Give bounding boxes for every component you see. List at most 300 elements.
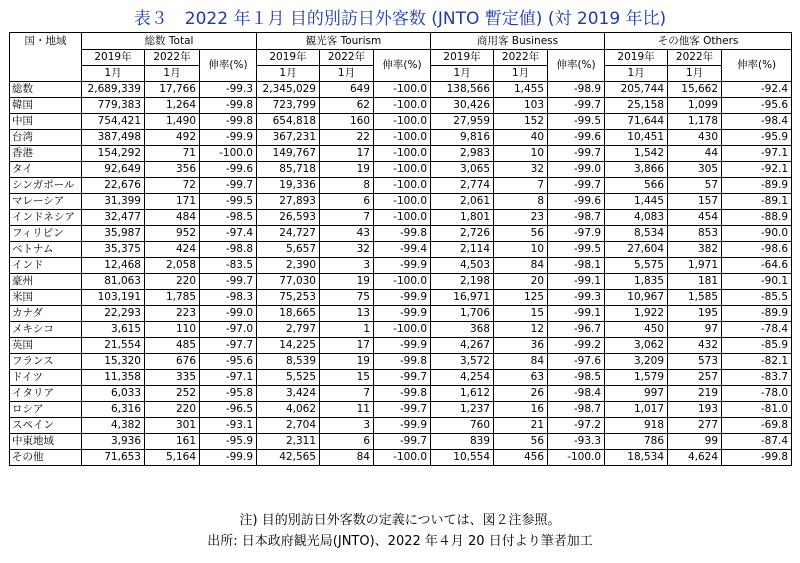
value-cell: 15 [494, 306, 548, 322]
value-cell: 839 [431, 434, 494, 450]
value-cell: -99.0 [548, 162, 605, 178]
value-cell: -98.5 [200, 210, 257, 226]
footnote: 注) 目的別訪日外客数の定義については、図２注参照。 [239, 513, 561, 528]
value-cell: -99.9 [374, 418, 431, 434]
month-header: 1月 [605, 66, 668, 82]
value-cell: 2,726 [431, 226, 494, 242]
value-cell: -64.6 [722, 258, 792, 274]
value-cell: 3,062 [605, 338, 668, 354]
region-cell: メキシコ [10, 322, 82, 338]
value-cell: 1,237 [431, 402, 494, 418]
value-cell: 853 [668, 226, 722, 242]
value-cell: 7 [494, 178, 548, 194]
value-cell: 1,490 [145, 114, 200, 130]
region-cell: 中国 [10, 114, 82, 130]
value-cell: -100.0 [374, 162, 431, 178]
value-cell: -89.1 [722, 194, 792, 210]
table-header [10, 33, 792, 82]
value-cell: 566 [605, 178, 668, 194]
value-cell: -99.7 [548, 178, 605, 194]
value-cell: 2,345,029 [257, 82, 320, 98]
value-cell: 492 [145, 130, 200, 146]
value-cell: 14,225 [257, 338, 320, 354]
region-cell: ロシア [10, 402, 82, 418]
value-cell: -89.9 [722, 306, 792, 322]
value-cell: 27,959 [431, 114, 494, 130]
value-cell: 103 [494, 98, 548, 114]
value-cell: 205,744 [605, 82, 668, 98]
region-cell: 韓国 [10, 98, 82, 114]
value-cell: 4,267 [431, 338, 494, 354]
group-header-total: 総数 Total [82, 33, 257, 50]
region-cell: 台湾 [10, 130, 82, 146]
value-cell: -97.4 [200, 226, 257, 242]
value-cell: 219 [668, 386, 722, 402]
value-cell: -99.7 [200, 178, 257, 194]
value-cell: 85,718 [257, 162, 320, 178]
value-cell: -90.1 [722, 274, 792, 290]
region-cell: その他 [10, 450, 82, 466]
region-cell: 香港 [10, 146, 82, 162]
value-cell: 2,797 [257, 322, 320, 338]
table-row [10, 242, 792, 258]
value-cell: -99.5 [548, 242, 605, 258]
value-cell: -99.8 [374, 226, 431, 242]
value-cell: 32 [494, 162, 548, 178]
growth-header: 伸率(%) [200, 50, 257, 82]
region-cell: 総数 [10, 82, 82, 98]
value-cell: 110 [145, 322, 200, 338]
value-cell: -99.2 [548, 338, 605, 354]
value-cell: 20 [494, 274, 548, 290]
group-header-others: その他客 Others [605, 33, 792, 50]
value-cell: -99.4 [374, 242, 431, 258]
value-cell: 8 [320, 178, 374, 194]
value-cell: -99.8 [200, 98, 257, 114]
value-cell: 84 [494, 354, 548, 370]
value-cell: 22,676 [82, 178, 145, 194]
value-cell: 75,253 [257, 290, 320, 306]
value-cell: 26,593 [257, 210, 320, 226]
value-cell: 1,579 [605, 370, 668, 386]
page-title: 表３ 2022 年１月 目的別訪日外客数 (JNTO 暫定値) (対 2019 年比) [133, 9, 667, 29]
value-cell: -99.3 [200, 82, 257, 98]
value-cell: 97 [668, 322, 722, 338]
value-cell: 72 [145, 178, 200, 194]
value-cell: -78.4 [722, 322, 792, 338]
region-cell: スペイン [10, 418, 82, 434]
value-cell: 382 [668, 242, 722, 258]
region-cell: 米国 [10, 290, 82, 306]
table-row [10, 82, 792, 98]
value-cell: 779,383 [82, 98, 145, 114]
value-cell: -99.8 [374, 354, 431, 370]
value-cell: -83.7 [722, 370, 792, 386]
value-cell: -93.3 [548, 434, 605, 450]
region-cell: マレーシア [10, 194, 82, 210]
value-cell: 75 [320, 290, 374, 306]
region-cell: カナダ [10, 306, 82, 322]
table-row [10, 98, 792, 114]
value-cell: -97.0 [200, 322, 257, 338]
value-cell: 3,866 [605, 162, 668, 178]
value-cell: -92.1 [722, 162, 792, 178]
value-cell: -96.7 [548, 322, 605, 338]
value-cell: 25,158 [605, 98, 668, 114]
value-cell: -89.9 [722, 178, 792, 194]
value-cell: 15,320 [82, 354, 145, 370]
value-cell: 10 [494, 242, 548, 258]
value-cell: 430 [668, 130, 722, 146]
value-cell: 335 [145, 370, 200, 386]
table-row [10, 114, 792, 130]
value-cell: -100.0 [374, 322, 431, 338]
value-cell: -100.0 [374, 194, 431, 210]
value-cell: 3,615 [82, 322, 145, 338]
value-cell: -98.5 [548, 370, 605, 386]
value-cell: -95.9 [722, 130, 792, 146]
region-cell: ドイツ [10, 370, 82, 386]
value-cell: 13 [320, 306, 374, 322]
value-cell: 12,468 [82, 258, 145, 274]
value-cell: 1,585 [668, 290, 722, 306]
value-cell: 2,114 [431, 242, 494, 258]
region-cell: タイ [10, 162, 82, 178]
value-cell: 754,421 [82, 114, 145, 130]
value-cell: 997 [605, 386, 668, 402]
year-2019-header: 2019年 [431, 50, 494, 66]
value-cell: -99.6 [548, 130, 605, 146]
value-cell: 22,293 [82, 306, 145, 322]
value-cell: -99.9 [374, 258, 431, 274]
table-body [10, 82, 792, 466]
value-cell: 3,209 [605, 354, 668, 370]
value-cell: 160 [320, 114, 374, 130]
value-cell: -97.6 [548, 354, 605, 370]
value-cell: -99.9 [200, 130, 257, 146]
value-cell: 5,575 [605, 258, 668, 274]
value-cell: -100.0 [374, 146, 431, 162]
value-cell: -99.6 [200, 162, 257, 178]
value-cell: -97.2 [548, 418, 605, 434]
value-cell: 367,231 [257, 130, 320, 146]
value-cell: -100.0 [374, 130, 431, 146]
region-cell: シンガポール [10, 178, 82, 194]
value-cell: 2,689,339 [82, 82, 145, 98]
value-cell: 257 [668, 370, 722, 386]
value-cell: 77,030 [257, 274, 320, 290]
value-cell: 21 [494, 418, 548, 434]
value-cell: 918 [605, 418, 668, 434]
table-row [10, 418, 792, 434]
value-cell: -98.7 [548, 210, 605, 226]
value-cell: 3,065 [431, 162, 494, 178]
value-cell: 424 [145, 242, 200, 258]
value-cell: 15 [320, 370, 374, 386]
value-cell: 723,799 [257, 98, 320, 114]
value-cell: -100.0 [374, 210, 431, 226]
value-cell: 84 [494, 258, 548, 274]
table-row [10, 130, 792, 146]
value-cell: -100.0 [374, 178, 431, 194]
value-cell: 125 [494, 290, 548, 306]
table-row [10, 274, 792, 290]
value-cell: 1,455 [494, 82, 548, 98]
table-row [10, 402, 792, 418]
value-cell: -100.0 [374, 98, 431, 114]
value-cell: -99.3 [548, 290, 605, 306]
year-2022-header: 2022年 [145, 50, 200, 66]
value-cell: -100.0 [374, 274, 431, 290]
value-cell: 161 [145, 434, 200, 450]
year-2019-header: 2019年 [257, 50, 320, 66]
value-cell: 1,971 [668, 258, 722, 274]
value-cell: -100.0 [374, 450, 431, 466]
value-cell: 4,624 [668, 450, 722, 466]
value-cell: 1,017 [605, 402, 668, 418]
table-row [10, 306, 792, 322]
value-cell: -99.5 [548, 114, 605, 130]
value-cell: -98.8 [200, 242, 257, 258]
value-cell: 26 [494, 386, 548, 402]
value-cell: -98.9 [548, 82, 605, 98]
value-cell: 5,525 [257, 370, 320, 386]
table-row [10, 434, 792, 450]
value-cell: 99 [668, 434, 722, 450]
value-cell: -99.1 [548, 274, 605, 290]
value-cell: -87.4 [722, 434, 792, 450]
value-cell: 3 [320, 418, 374, 434]
value-cell: 2,983 [431, 146, 494, 162]
value-cell: 3 [320, 258, 374, 274]
value-cell: 16 [494, 402, 548, 418]
value-cell: 1,445 [605, 194, 668, 210]
value-cell: 1,706 [431, 306, 494, 322]
value-cell: -100.0 [200, 146, 257, 162]
value-cell: 2,704 [257, 418, 320, 434]
value-cell: 220 [145, 274, 200, 290]
value-cell: -99.6 [548, 194, 605, 210]
month-header: 1月 [668, 66, 722, 82]
value-cell: 10 [494, 146, 548, 162]
value-cell: -78.0 [722, 386, 792, 402]
visitor-table [9, 32, 792, 466]
table-row [10, 226, 792, 242]
value-cell: 40 [494, 130, 548, 146]
value-cell: 2,198 [431, 274, 494, 290]
year-2022-header: 2022年 [494, 50, 548, 66]
value-cell: 252 [145, 386, 200, 402]
value-cell: 10,451 [605, 130, 668, 146]
value-cell: 157 [668, 194, 722, 210]
value-cell: 193 [668, 402, 722, 418]
value-cell: 952 [145, 226, 200, 242]
value-cell: 71,644 [605, 114, 668, 130]
value-cell: 19,336 [257, 178, 320, 194]
value-cell: 1,542 [605, 146, 668, 162]
value-cell: -99.7 [374, 370, 431, 386]
region-cell: インド [10, 258, 82, 274]
value-cell: 16,971 [431, 290, 494, 306]
value-cell: 43 [320, 226, 374, 242]
value-cell: -99.7 [548, 98, 605, 114]
value-cell: 277 [668, 418, 722, 434]
group-header-tourism: 観光客 Tourism [257, 33, 431, 50]
value-cell: 1,612 [431, 386, 494, 402]
value-cell: -88.9 [722, 210, 792, 226]
region-cell: ベトナム [10, 242, 82, 258]
value-cell: 220 [145, 402, 200, 418]
table-row [10, 386, 792, 402]
table-row [10, 322, 792, 338]
value-cell: 1,099 [668, 98, 722, 114]
value-cell: 56 [494, 434, 548, 450]
value-cell: -99.5 [200, 194, 257, 210]
value-cell: 11 [320, 402, 374, 418]
value-cell: -99.0 [200, 306, 257, 322]
year-2022-header: 2022年 [668, 50, 722, 66]
value-cell: 23 [494, 210, 548, 226]
value-cell: -98.4 [722, 114, 792, 130]
table-row [10, 194, 792, 210]
value-cell: -98.1 [548, 258, 605, 274]
value-cell: -85.5 [722, 290, 792, 306]
value-cell: 456 [494, 450, 548, 466]
month-header: 1月 [82, 66, 145, 82]
value-cell: 4,382 [82, 418, 145, 434]
growth-header: 伸率(%) [722, 50, 792, 82]
value-cell: 1,922 [605, 306, 668, 322]
value-cell: 9,816 [431, 130, 494, 146]
value-cell: 149,767 [257, 146, 320, 162]
value-cell: 305 [668, 162, 722, 178]
region-cell: イタリア [10, 386, 82, 402]
value-cell: 7 [320, 210, 374, 226]
value-cell: 103,191 [82, 290, 145, 306]
value-cell: 56 [494, 226, 548, 242]
value-cell: 15,662 [668, 82, 722, 98]
value-cell: 6,316 [82, 402, 145, 418]
value-cell: 71 [145, 146, 200, 162]
table-row [10, 210, 792, 226]
value-cell: 1,835 [605, 274, 668, 290]
value-cell: -100.0 [374, 114, 431, 130]
region-cell: 英国 [10, 338, 82, 354]
region-header: 国・地域 [10, 33, 82, 82]
value-cell: -99.8 [200, 114, 257, 130]
table-row [10, 258, 792, 274]
value-cell: 223 [145, 306, 200, 322]
value-cell: 484 [145, 210, 200, 226]
value-cell: 10,554 [431, 450, 494, 466]
value-cell: 387,498 [82, 130, 145, 146]
value-cell: 8,539 [257, 354, 320, 370]
notes [0, 510, 800, 552]
table-row [10, 354, 792, 370]
value-cell: 30,426 [431, 98, 494, 114]
year-2019-header: 2019年 [82, 50, 145, 66]
value-cell: 1 [320, 322, 374, 338]
value-cell: 171 [145, 194, 200, 210]
table-row [10, 370, 792, 386]
value-cell: 6 [320, 194, 374, 210]
group-header-business: 商用客 Business [431, 33, 605, 50]
value-cell: 84 [320, 450, 374, 466]
value-cell: 71,653 [82, 450, 145, 466]
table-row [10, 450, 792, 466]
value-cell: 154,292 [82, 146, 145, 162]
value-cell: -69.8 [722, 418, 792, 434]
value-cell: 11,358 [82, 370, 145, 386]
value-cell: 485 [145, 338, 200, 354]
region-cell: フィリピン [10, 226, 82, 242]
value-cell: 36 [494, 338, 548, 354]
value-cell: 42,565 [257, 450, 320, 466]
value-cell: -95.6 [200, 354, 257, 370]
month-header: 1月 [320, 66, 374, 82]
value-cell: 654,818 [257, 114, 320, 130]
value-cell: 6 [320, 434, 374, 450]
value-cell: -83.5 [200, 258, 257, 274]
value-cell: -99.9 [374, 306, 431, 322]
value-cell: 454 [668, 210, 722, 226]
value-cell: 152 [494, 114, 548, 130]
value-cell: 4,254 [431, 370, 494, 386]
table-row [10, 162, 792, 178]
value-cell: 138,566 [431, 82, 494, 98]
value-cell: 19 [320, 274, 374, 290]
value-cell: -85.9 [722, 338, 792, 354]
value-cell: -100.0 [374, 82, 431, 98]
table-row [10, 146, 792, 162]
value-cell: -97.1 [722, 146, 792, 162]
month-header: 1月 [145, 66, 200, 82]
value-cell: 27,893 [257, 194, 320, 210]
table-row [10, 178, 792, 194]
source-note: 出所: 日本政府観光局(JNTO)、2022 年４月 20 日付より筆者加工 [207, 534, 593, 549]
month-header: 1月 [431, 66, 494, 82]
value-cell: 32,477 [82, 210, 145, 226]
value-cell: 786 [605, 434, 668, 450]
value-cell: 181 [668, 274, 722, 290]
value-cell: 2,774 [431, 178, 494, 194]
value-cell: 92,649 [82, 162, 145, 178]
value-cell: -93.1 [200, 418, 257, 434]
value-cell: 4,083 [605, 210, 668, 226]
region-cell: インドネシア [10, 210, 82, 226]
value-cell: 5,164 [145, 450, 200, 466]
value-cell: 1,264 [145, 98, 200, 114]
value-cell: -95.6 [722, 98, 792, 114]
value-cell: -81.0 [722, 402, 792, 418]
value-cell: -90.0 [722, 226, 792, 242]
value-cell: 44 [668, 146, 722, 162]
value-cell: 8 [494, 194, 548, 210]
value-cell: 2,311 [257, 434, 320, 450]
value-cell: 19 [320, 162, 374, 178]
value-cell: 432 [668, 338, 722, 354]
value-cell: 195 [668, 306, 722, 322]
value-cell: -99.9 [200, 450, 257, 466]
value-cell: -97.1 [200, 370, 257, 386]
value-cell: -95.9 [200, 434, 257, 450]
value-cell: -96.5 [200, 402, 257, 418]
value-cell: 2,390 [257, 258, 320, 274]
value-cell: -98.7 [548, 402, 605, 418]
value-cell: 12 [494, 322, 548, 338]
value-cell: 3,424 [257, 386, 320, 402]
value-cell: -98.3 [200, 290, 257, 306]
